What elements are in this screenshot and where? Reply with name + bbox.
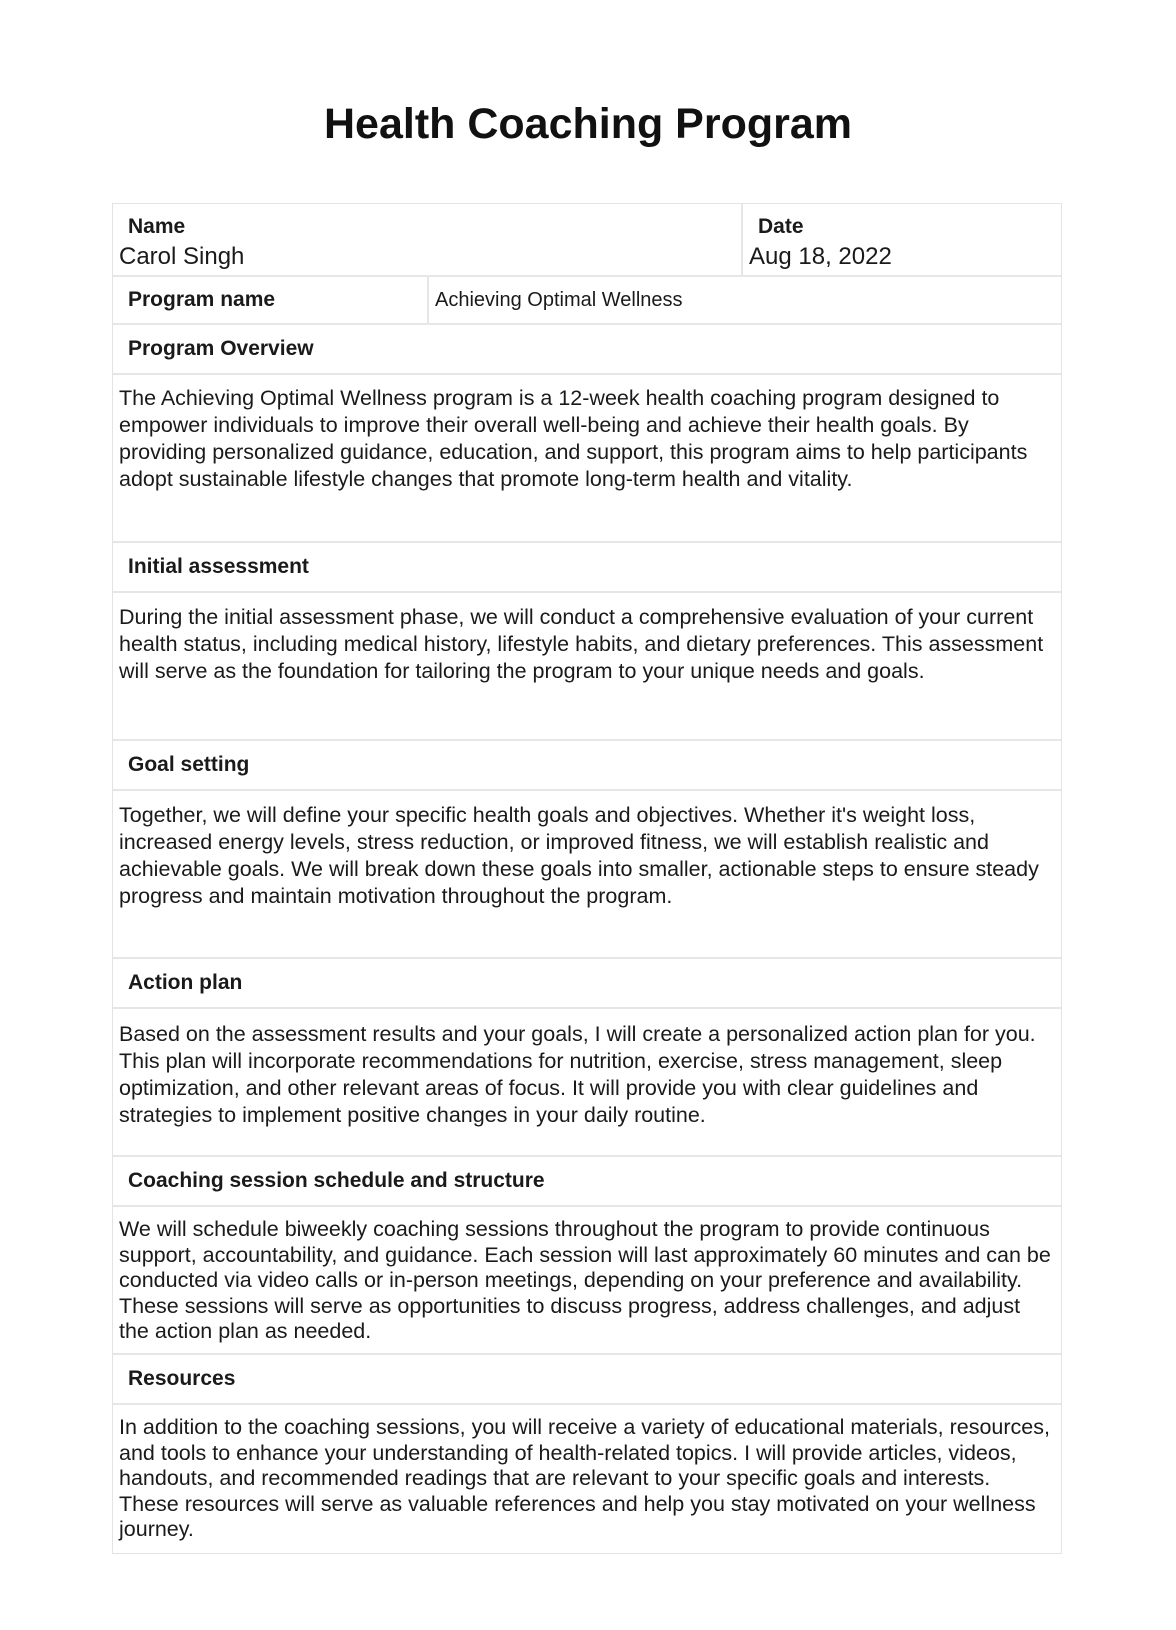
section-body: The Achieving Optimal Wellness program is a 12-week health coaching program designed to empower individuals to improve their overall well-being and achieve their health goals. By providing personalized guidance, education, and support, this program aims to help participants adopt sustainable lifestyle changes that promote long-term health and vitality. <box>119 386 1028 491</box>
section-heading: Action plan <box>128 971 243 994</box>
section-body-row <box>113 791 1061 959</box>
section-heading-row <box>113 741 1061 791</box>
name-value: Carol Singh <box>119 243 245 270</box>
name-label: Name <box>128 215 186 238</box>
section-body: Based on the assessment results and your goals, I will create a personalized action plan for you. This plan will incorporate recommendations for nutrition, exercise, stress management, sleep optimization, and other relevant areas of focus. It will provide you with clear guidelines and strategies to implement positive changes in your daily routine. <box>119 1022 1036 1127</box>
date-value: Aug 18, 2022 <box>749 243 892 270</box>
page-title: Health Coaching Program <box>323 100 853 148</box>
program-name-row <box>113 277 1061 325</box>
coaching-form <box>112 203 1062 1554</box>
section-heading-row <box>113 325 1061 375</box>
program-name-value: Achieving Optimal Wellness <box>435 288 683 311</box>
section-body: We will schedule biweekly coaching sessions throughout the program to provide continuous support, accountability, and guidance. Each session will last approximately 60 minutes and can be conducted via video calls or in-person meetings, depending on your preference and availability. These sessions will serve as opportunities to discuss progress, address challenges, and adjust the action plan as needed. <box>119 1217 1051 1343</box>
section-heading: Coaching session schedule and structure <box>128 1169 545 1192</box>
program-name-value-cell <box>427 277 1061 323</box>
section-body-row <box>113 375 1061 543</box>
section-body-row <box>113 1009 1061 1157</box>
name-cell <box>113 204 741 275</box>
section-heading-row <box>113 1355 1061 1405</box>
section-body: Together, we will define your specific health goals and objectives. Whether it's weight loss, increased energy levels, stress reduction, or improved fitness, we will establish realistic and achievable goals. We will break down these goals into smaller, actionable steps to ensure steady progress and maintain motivation throughout the program. <box>119 803 1039 908</box>
section-body: During the initial assessment phase, we will conduct a comprehensive evaluation of your current health status, including medical history, lifestyle habits, and dietary preferences. This assessment will serve as the foundation for tailoring the program to your unique needs and goals. <box>119 605 1044 683</box>
section-heading-row <box>113 543 1061 593</box>
date-label: Date <box>758 215 804 238</box>
section-body-row <box>113 593 1061 741</box>
section-heading: Initial assessment <box>128 555 309 578</box>
section-heading: Goal setting <box>128 753 250 776</box>
section-heading-row <box>113 1157 1061 1207</box>
name-date-row <box>113 204 1061 277</box>
section-heading-row <box>113 959 1061 1009</box>
program-name-label: Program name <box>128 288 276 311</box>
section-body-row <box>113 1207 1061 1355</box>
program-name-label-cell <box>113 277 427 323</box>
section-heading: Resources <box>128 1367 236 1390</box>
section-heading: Program Overview <box>128 337 314 360</box>
date-cell <box>741 204 1061 275</box>
section-body: In addition to the coaching sessions, you will receive a variety of educational materials, resources, and tools to enhance your understanding of health-related topics. I will provide articles, videos, handouts, and recommended readings that are relevant to your specific goals and interests. These resources will serve as valuable references and help you stay motivated on your wellness journey. <box>119 1415 1050 1541</box>
section-body-row <box>113 1405 1061 1553</box>
